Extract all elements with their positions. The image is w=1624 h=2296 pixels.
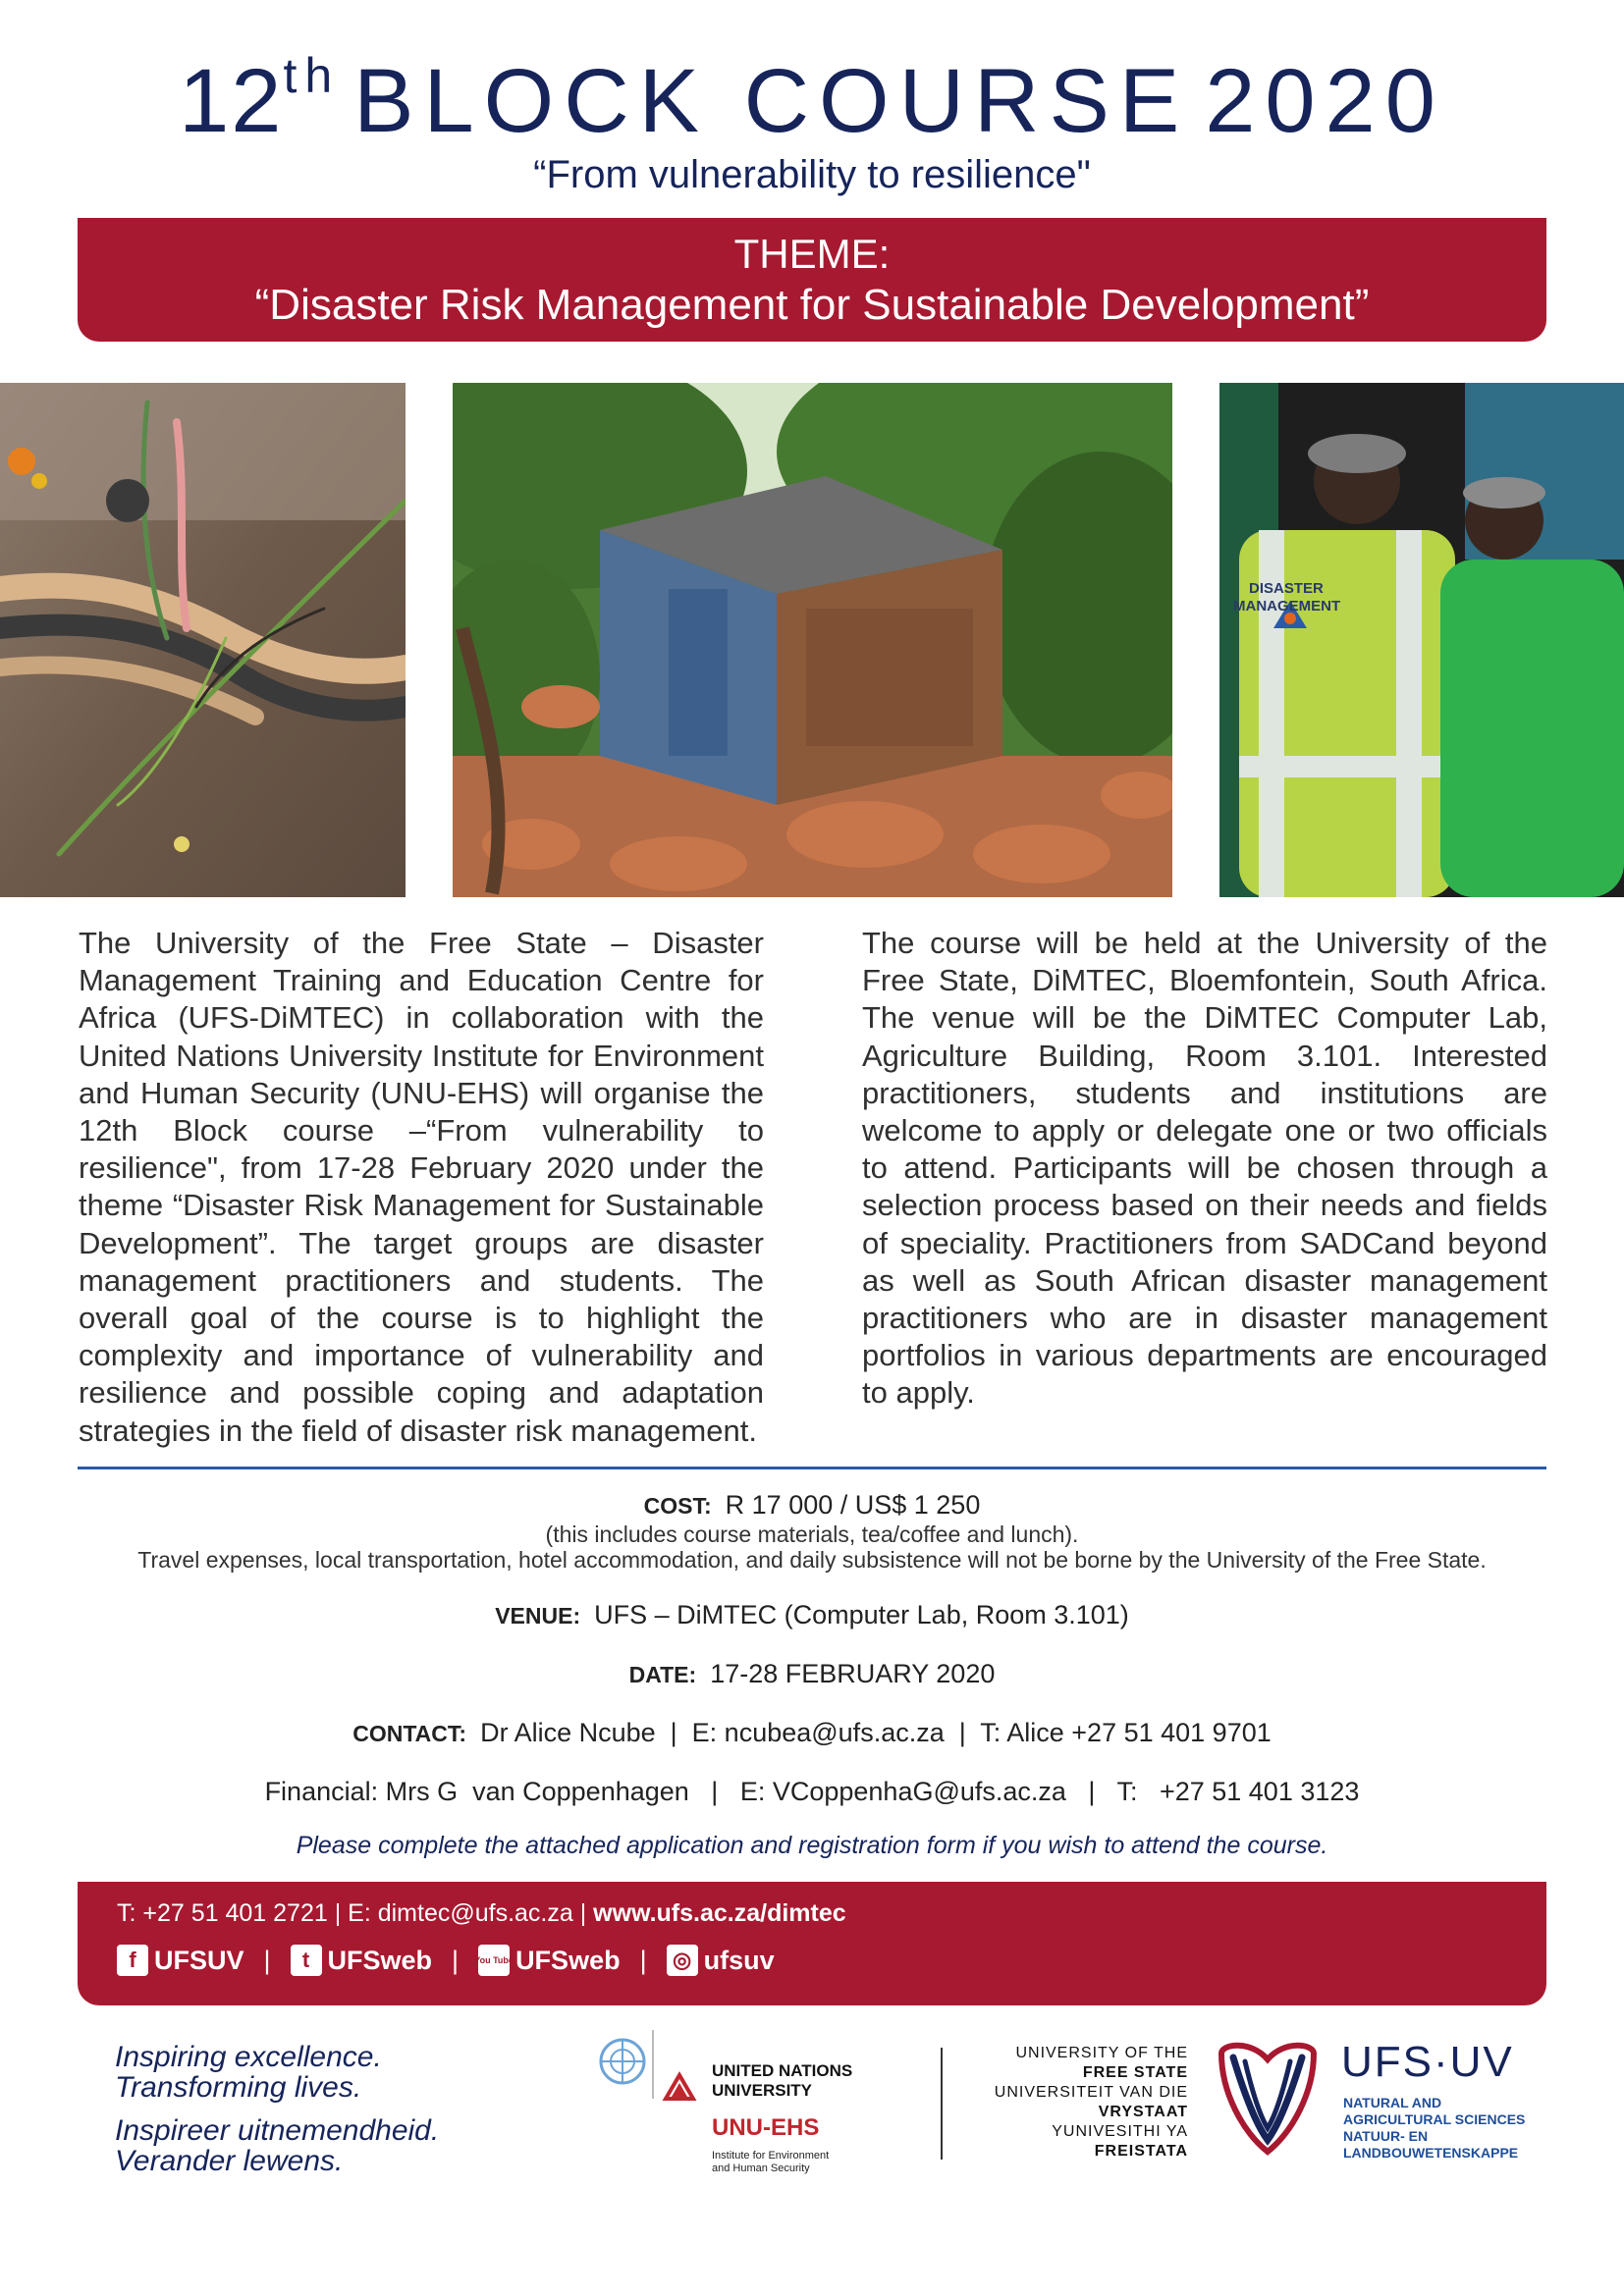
photo-shack (453, 383, 1172, 897)
unu-sub-line-1: Institute for Environment (712, 2150, 830, 2162)
ufs-line-1: UNIVERSITY OF THE (1015, 2045, 1188, 2061)
contact-row (0, 1718, 1624, 1748)
slogan-af-line-1: Inspireer uitnemendheid. (115, 2114, 440, 2147)
photo-wires (0, 383, 406, 897)
date-row (0, 1659, 1624, 1689)
un-emblem-icon (589, 2024, 697, 2132)
social-separator: | (452, 1945, 460, 1975)
slogan-english (115, 2042, 382, 2103)
venue-value: UFS – DiMTEC (Computer Lab, Room 3.101) (594, 1600, 1129, 1629)
facebook-link[interactable] (117, 1945, 244, 1976)
slogan-afrikaans (115, 2115, 439, 2176)
un-name-line-2: UNIVERSITY (712, 2081, 813, 2100)
unu-ehs-label: UNU-EHS (712, 2114, 820, 2141)
unu-sub-line-2: and Human Security (712, 2163, 810, 2174)
slogan-af-line-2: Verander lewens. (115, 2145, 344, 2177)
section-divider (78, 1467, 1546, 1469)
youtube-icon: You Tube (478, 1945, 510, 1976)
course-title (0, 47, 1624, 153)
vest-text-2: MANAGEMENT (1233, 598, 1341, 614)
date-label: DATE: (628, 1662, 697, 1687)
ufs-line-5: YUNIVESITHI YA (1052, 2123, 1188, 2140)
footer-contact-text: T: +27 51 401 2721 | E: dimtec@ufs.ac.za | (117, 1899, 594, 1927)
ufs-line-6: FREISTATA (1094, 2143, 1188, 2160)
unu-ehs-subtitle (712, 2150, 829, 2175)
cost-note: (this includes course materials, tea/coffee and lunch). (545, 1522, 1079, 1547)
theme-banner (78, 218, 1546, 342)
social-links (117, 1945, 775, 1976)
footer-banner (78, 1882, 1546, 2005)
ufs-line-4: VRYSTAAT (1098, 2104, 1188, 2120)
cost-label: COST: (643, 1493, 712, 1519)
unu-logo (589, 2024, 884, 2191)
intro-paragraph: The University of the Free State – Disaster Management Training and Education Centre for Africa (UFS-DiMTEC) in collaboration with the United Nations University Institute for Environment and Human Security (UNU-EHS) will organise the 12th Block course –“From vulnerability to resilience", from 17-28 February 2020 under the theme “Disaster Risk Management for Sustainable Development”. The target groups are disaster management practitioners and students. The overall goal of the course is to highlight the complexity and importance of vulnerability and resilience and possible coping and adaptation strategies in the field of disaster risk management. (79, 926, 764, 1448)
youtube-label: UFSweb (515, 1945, 621, 1975)
course-subtitle: “From vulnerability to resilience" (533, 153, 1091, 196)
contact-label: CONTACT: (352, 1721, 467, 1746)
invite-note: Please complete the attached application and registration form if you wish to attend the course. (296, 1832, 1328, 1859)
un-name-line-1: UNITED NATIONS (712, 2061, 853, 2080)
facebook-label: UFSUV (154, 1945, 244, 1975)
venue-row (0, 1600, 1624, 1630)
footer-contact (117, 1899, 846, 1928)
social-separator: | (263, 1945, 271, 1975)
cost-value: R 17 000 / US$ 1 250 (725, 1490, 981, 1520)
theme-label: THEME: (733, 231, 891, 277)
slogan-en-line-1: Inspiring excellence. (115, 2041, 382, 2073)
faculty-line-1: NATURAL AND (1343, 2095, 1442, 2110)
contact-value: Dr Alice Ncube | E: ncubea@ufs.ac.za | T: Alice +27 51 401 9701 (480, 1718, 1272, 1747)
twitter-icon: t (291, 1945, 322, 1976)
instagram-label: ufsuv (703, 1945, 775, 1975)
title-number: 12 (179, 51, 284, 151)
faculty-name (1343, 2095, 1525, 2162)
venue-label: VENUE: (495, 1603, 581, 1629)
ufs-uv-wordmark: UFS·UV (1341, 2038, 1514, 2086)
youtube-link[interactable] (474, 1945, 621, 1976)
financial-value: Financial: Mrs G van Coppenhagen | E: VCoppenhaG@ufs.ac.za | T: +27 51 401 3123 (264, 1777, 1360, 1806)
date-value: 17-28 FEBRUARY 2020 (710, 1659, 996, 1688)
vest-text-1: DISASTER (1249, 580, 1324, 597)
financial-row (0, 1777, 1624, 1807)
ufs-line-3: UNIVERSITEIT VAN DIE (994, 2084, 1188, 2101)
faculty-line-4: LANDBOUWETENSKAPPE (1343, 2145, 1519, 2161)
title-main: BLOCK COURSE (353, 51, 1190, 151)
faculty-line-2: AGRICULTURAL SCIENCES (1343, 2111, 1526, 2127)
slogan-en-line-2: Transforming lives. (115, 2071, 362, 2104)
twitter-link[interactable] (291, 1945, 433, 1976)
ufs-emblem-icon (1204, 2034, 1331, 2162)
ufs-name-block (972, 2044, 1188, 2162)
theme-text: “Disaster Risk Management for Sustainable Development” (254, 281, 1370, 329)
twitter-label: UFSweb (327, 1945, 433, 1975)
instagram-link[interactable] (667, 1945, 775, 1976)
title-ordinal: th (283, 48, 341, 103)
logo-divider (941, 2048, 943, 2160)
faculty-line-3: NATUUR- EN (1343, 2128, 1429, 2144)
photo-officials (1219, 383, 1624, 897)
cost-row (0, 1490, 1624, 1521)
social-separator: | (639, 1945, 647, 1975)
ufs-line-2: FREE STATE (1082, 2064, 1188, 2081)
cost-exclusions: Travel expenses, local transportation, hotel accommodation, and daily subsistence will not be borne by the University of the Free State. (137, 1547, 1487, 1573)
facebook-icon: f (117, 1945, 148, 1976)
un-name (712, 2061, 852, 2101)
title-year: 2020 (1205, 51, 1445, 151)
instagram-icon: ◎ (667, 1945, 698, 1976)
venue-paragraph: The course will be held at the University of the Free State, DiMTEC, Bloemfontein, South Africa. The venue will be the DiMTEC Computer Lab, Agriculture Building, Room 3.101. Interested practitioners, students and institutions are welcome to apply or delegate one or two officials to attend. Participants will be chosen through a selection process based on their needs and fields of speciality. Practitioners from SADCand beyond as well as South African disaster management practitioners who are in disaster management portfolios in various departments are encouraged to apply. (862, 926, 1547, 1411)
footer-website-link[interactable]: www.ufs.ac.za/dimtec (593, 1899, 846, 1927)
